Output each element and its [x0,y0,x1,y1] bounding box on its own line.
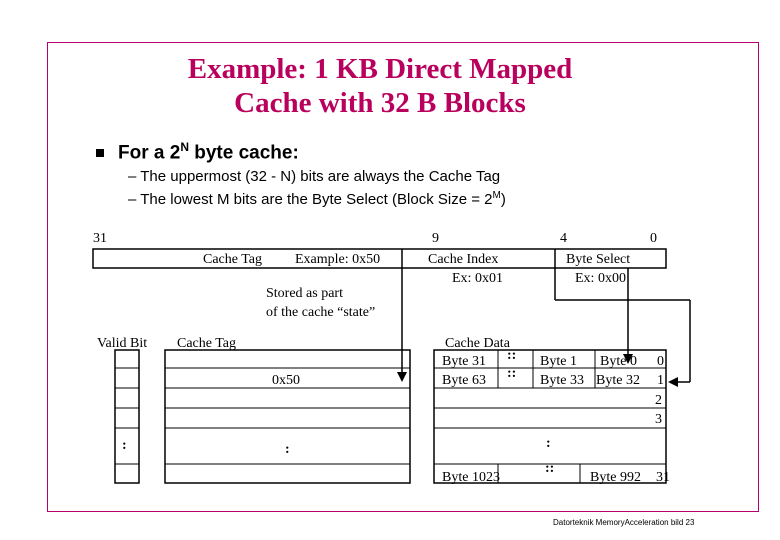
byte-select-label: Byte Select [566,252,631,267]
index-31-label: 31 [656,470,670,485]
data-row0-left: Byte 31 [442,354,486,369]
data-row1-right1: Byte 33 [540,373,584,388]
row-lines [115,350,666,483]
example-tag-label: Example: 0x50 [295,252,381,267]
bit-31-label: 31 [93,231,107,246]
valid-bit-header: Valid Bit [97,336,148,351]
dots-row0: :: [507,348,517,363]
slide-footer: Datorteknik MemoryAcceleration bild 23 [553,518,695,527]
valid-ellipsis: : [122,438,127,453]
bit-4-label: 4 [560,231,567,246]
bit-0-label: 0 [650,231,657,246]
data-row0-right1: Byte 1 [540,354,577,369]
cache-tag-column [165,350,410,483]
index-1-label: 1 [657,373,664,388]
data-ellipsis-dots: :: [545,461,555,476]
tag-value-row1: 0x50 [272,373,300,388]
cache-index-example: Ex: 0x01 [452,271,503,286]
data-row1-right2: Byte 32 [596,373,640,388]
byte-select-example: Ex: 0x00 [575,271,626,286]
sub-bullet-2-text: – The lowest M bits are the Byte Select (Block Size = 2 [128,191,493,208]
stored-note-line1: Stored as part [266,286,343,301]
bullet-prefix: For a 2 [118,142,181,164]
cache-tag-field-label: Cache Tag [203,252,263,267]
dots-row1: :: [507,366,517,381]
index-0-label: 0 [657,354,664,369]
valid-bit-column [115,350,139,483]
data-ellipsis: : [546,436,551,451]
stored-note-line2: of the cache “state” [266,305,376,320]
bullet-sup: N [180,140,189,154]
slide-title-line2: Cache with 32 B Blocks [234,87,526,119]
sub-bullet-2-sup: M [492,190,501,201]
tag-ellipsis: : [285,442,290,457]
data-row1-left: Byte 63 [442,373,486,388]
bit-9-label: 9 [432,231,439,246]
cache-index-label: Cache Index [428,252,499,267]
last-row-left: Byte 1023 [442,470,500,485]
data-row0-right2: Byte 0 [600,354,637,369]
last-row-right: Byte 992 [590,470,641,485]
slide-title-line1: Example: 1 KB Direct Mapped [187,53,573,85]
sub-bullet-2-tail: ) [500,191,506,208]
bullet-suffix: byte cache: [188,142,299,164]
cache-data-header: Cache Data [445,336,510,351]
index-2-label: 2 [655,393,662,408]
sub-bullet-1: – The uppermost (32 - N) bits are always the Cache Tag [128,168,501,185]
index-3-label: 3 [655,412,662,427]
cache-tag-header: Cache Tag [177,336,237,351]
